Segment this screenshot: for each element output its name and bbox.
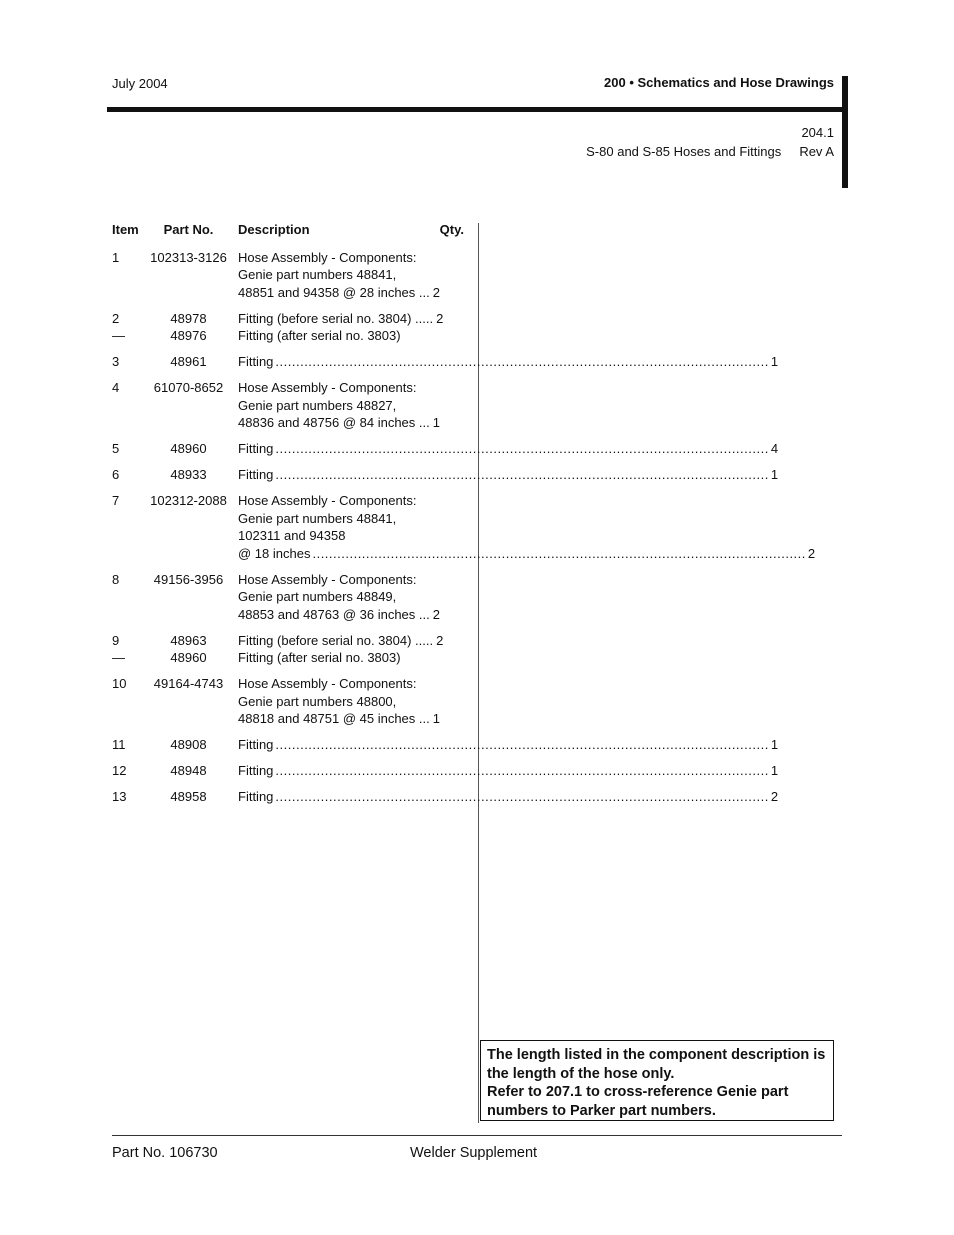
item-number: 5 (112, 441, 120, 456)
col-part-header: Part No. (163, 222, 214, 237)
quantity: 2 (807, 545, 816, 561)
item-number: 10 (112, 676, 127, 691)
item-number: 4 (112, 380, 120, 395)
description (238, 788, 778, 806)
part-number: 48933 (170, 467, 207, 482)
item-number: 2 (112, 310, 120, 326)
description-last-line (238, 762, 778, 780)
table-row (112, 310, 464, 328)
quantity: 1 (432, 415, 440, 430)
table-row-group (112, 736, 779, 754)
leader-dots (275, 353, 768, 371)
table-header (112, 221, 464, 239)
table-row-group (112, 492, 816, 562)
description-text: Fitting (238, 737, 274, 752)
item-number: 9 (112, 632, 120, 648)
table-row-alternate (112, 327, 464, 345)
description (238, 353, 778, 371)
leader-dots (275, 466, 768, 484)
description-text: Fitting (before serial no. 3804) ..... (238, 310, 434, 326)
description-last-line (238, 710, 464, 728)
description-last-line (238, 736, 778, 754)
footer-part-number: Part No. 106730 (112, 1145, 218, 1161)
table-row-group (112, 675, 464, 728)
item-number: — (112, 328, 125, 343)
table-row (112, 632, 464, 650)
table-row (112, 353, 779, 371)
table-row-group (112, 353, 779, 371)
table-body (112, 249, 816, 806)
table-row-group (112, 632, 464, 667)
description-last-line (238, 310, 464, 328)
part-number: 48960 (170, 650, 207, 665)
description-line: Hose Assembly - Components: (238, 380, 417, 395)
description (238, 762, 778, 780)
description-line: Hose Assembly - Components: (238, 249, 417, 265)
table-row (112, 492, 816, 562)
part-number: 48960 (170, 441, 207, 456)
description-line: Hose Assembly - Components: (238, 676, 417, 691)
table-row (112, 788, 779, 806)
table-row (112, 762, 779, 780)
part-number: 102313-3126 (150, 249, 227, 265)
part-number: 48961 (170, 354, 207, 369)
table-row-group (112, 762, 779, 780)
description (238, 571, 464, 624)
col-item-header: Item (112, 222, 139, 237)
part-number: 48978 (170, 310, 207, 326)
description-text: @ 18 inches (238, 545, 311, 561)
table-row-alternate (112, 649, 464, 667)
section-title-text: S-80 and S-85 Hoses and Fittings (586, 144, 782, 159)
hose-length-note (480, 1040, 834, 1121)
leader-dots (312, 545, 805, 563)
part-number: 61070-8652 (153, 380, 224, 395)
description-line: Hose Assembly - Components: (238, 493, 417, 508)
note-line-2: Refer to 207.1 to cross-reference Genie part numbers to Parker part numbers. (487, 1084, 789, 1119)
quantity: 2 (770, 789, 779, 804)
description-line: Genie part numbers 48841, (238, 267, 397, 282)
item-number: 7 (112, 493, 120, 508)
description (238, 310, 464, 328)
table-row-group (112, 249, 464, 302)
description (238, 379, 464, 432)
quantity: 2 (432, 606, 440, 622)
item-number: 3 (112, 354, 120, 369)
description-text: 48818 and 48751 @ 45 inches ... (238, 711, 430, 726)
table-row-group (112, 440, 779, 458)
description-text: 48851 and 94358 @ 28 inches ... (238, 284, 430, 300)
description-text: 48853 and 48763 @ 36 inches ... (238, 606, 430, 622)
section-tab-bar (842, 76, 848, 188)
description-last-line (238, 440, 778, 458)
parts-table (112, 221, 816, 814)
item-number: 6 (112, 467, 120, 482)
quantity: 2 (436, 632, 444, 648)
description-last-line (238, 284, 464, 302)
header-title: 200 • Schematics and Hose Drawings (604, 75, 834, 90)
description-last-line (238, 545, 815, 563)
description: Fitting (after serial no. 3803) (238, 328, 401, 343)
section-number: 204.1 (801, 125, 834, 140)
item-number: 12 (112, 763, 127, 778)
table-row (112, 736, 779, 754)
quantity: 1 (770, 737, 779, 752)
table-row (112, 675, 464, 728)
leader-dots (275, 762, 768, 780)
description-text: Fitting (238, 354, 274, 369)
footer-publication: Welder Supplement (410, 1145, 538, 1161)
item-number: 1 (112, 249, 120, 265)
part-number: 48958 (170, 789, 207, 804)
part-number: 48948 (170, 763, 207, 778)
description-text: Fitting (before serial no. 3804) ..... (238, 632, 434, 648)
part-number: 48908 (170, 737, 207, 752)
item-number: — (112, 650, 125, 665)
description (238, 249, 464, 302)
table-row (112, 571, 464, 624)
section-title (586, 144, 834, 159)
part-number: 102312-2088 (150, 493, 227, 508)
leader-dots (275, 440, 768, 458)
description-last-line (238, 353, 778, 371)
part-number: 49164-4743 (153, 676, 224, 691)
quantity: 1 (770, 763, 779, 778)
description (238, 632, 464, 650)
description-text: 48836 and 48756 @ 84 inches ... (238, 415, 430, 430)
col-qty-header: Qty. (439, 222, 464, 237)
description-line: Genie part numbers 48841, (238, 510, 397, 526)
description (238, 466, 778, 484)
part-number: 48963 (170, 632, 207, 648)
description-last-line (238, 606, 464, 624)
table-row (112, 249, 464, 302)
table-row-group (112, 788, 779, 806)
part-number: 48976 (170, 328, 207, 343)
footer-rule (112, 1135, 842, 1136)
description-text: Fitting (238, 441, 274, 456)
leader-dots (275, 736, 768, 754)
description-line: Genie part numbers 48849, (238, 589, 397, 604)
quantity: 2 (436, 310, 444, 326)
quantity: 1 (770, 467, 779, 482)
note-line-1: The length listed in the component description is the length of the hose only. (487, 1047, 826, 1082)
description-last-line (238, 414, 464, 432)
description-line: 102311 and 94358 (238, 528, 346, 543)
header-rule (107, 107, 847, 112)
item-number: 13 (112, 789, 127, 804)
description-line: Genie part numbers 48800, (238, 693, 397, 709)
description-last-line (238, 466, 778, 484)
quantity: 1 (432, 711, 440, 726)
quantity: 2 (432, 284, 440, 300)
description-text: Fitting (238, 763, 274, 778)
description (238, 440, 778, 458)
part-number: 49156-3956 (153, 571, 224, 587)
description-last-line (238, 632, 464, 650)
description-text: Fitting (238, 467, 274, 482)
description-text: Fitting (238, 789, 274, 804)
col-description-header: Description (238, 222, 310, 237)
description: Fitting (after serial no. 3803) (238, 650, 401, 665)
table-row-group (112, 379, 464, 432)
table-row (112, 466, 779, 484)
description (238, 736, 778, 754)
description-line: Hose Assembly - Components: (238, 571, 417, 587)
header-date: July 2004 (112, 76, 168, 91)
table-row (112, 379, 464, 432)
item-number: 11 (112, 737, 126, 752)
quantity: 1 (770, 354, 779, 369)
table-row (112, 440, 779, 458)
leader-dots (275, 788, 768, 806)
description-line: Genie part numbers 48827, (238, 397, 397, 413)
revision: Rev A (799, 144, 834, 159)
description-last-line (238, 788, 778, 806)
description (238, 492, 815, 562)
quantity: 4 (770, 441, 779, 456)
table-row-group (112, 571, 464, 624)
item-number: 8 (112, 571, 120, 587)
table-row-group (112, 310, 464, 345)
description (238, 675, 464, 728)
table-row-group (112, 466, 779, 484)
